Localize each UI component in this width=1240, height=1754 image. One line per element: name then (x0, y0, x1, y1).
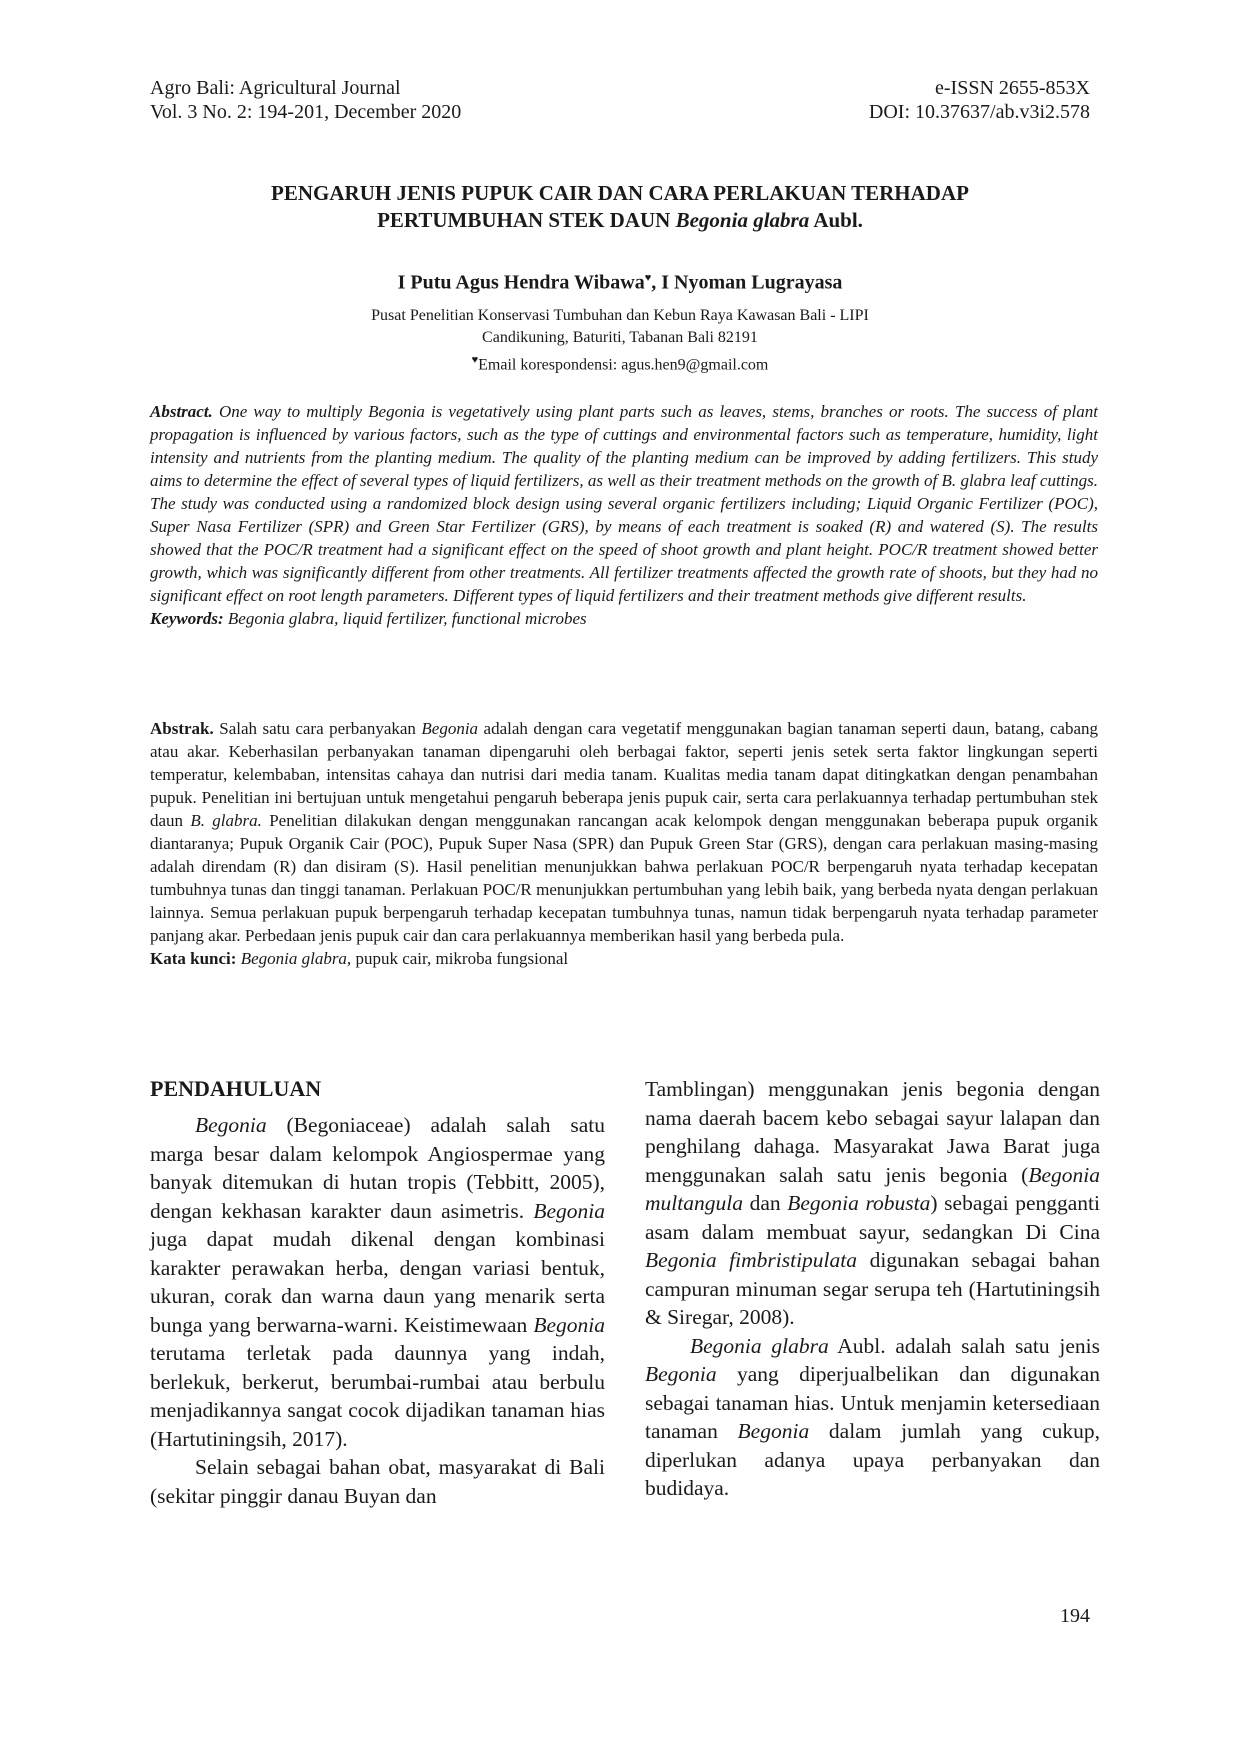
kata-kunci-italic: Begonia glabra, (240, 949, 352, 968)
p1-italic-3: Begonia (533, 1312, 605, 1337)
p3-italic-2: Begonia (645, 1362, 717, 1386)
abstract-indonesian (150, 717, 1098, 970)
corresponding-mark: ♥ (644, 272, 652, 284)
page-number: 194 (1060, 1605, 1090, 1627)
title-author-abbrev: Aubl. (813, 208, 863, 232)
journal-issn: e-ISSN 2655-853X (935, 77, 1090, 99)
affiliation (150, 305, 1090, 376)
journal-name: Agro Bali: Agricultural Journal (150, 77, 401, 99)
body-column-right (645, 1075, 1100, 1503)
author-list (150, 266, 1090, 295)
abstrak-italic-1: Begonia (421, 719, 479, 738)
title-species: Begonia glabra (675, 208, 810, 232)
title-line-2 (150, 207, 1090, 234)
p2-italic-1: Begonia multangula (645, 1162, 1100, 1215)
kata-kunci-label: Kata kunci: (150, 949, 237, 968)
abstrak-text-3: Penelitian dilakukan dengan menggunakan rancangan acak kelompok dengan menggunakan beberapa pupuk organik diantaranya; Pupuk Organik Cair (POC), Pupuk Super Nasa (SPR) dan Pupuk Green Star (GRS), dengan cara perlakuan masing-masing adalah direndam (R) dan disiram (S). Hasil penelitian menunjukkan bahwa perlakuan POC/R berpengaruh nyata terhadap kecepatan tumbuhnya tunas dan tinggi tanaman. Perlakuan POC/R menunjukkan pertumbuhan yang lebih baik, yang berbeda nyata dengan perlakuan lainnya. Semua perlakuan pupuk berpengaruh terhadap kecepatan tumbuhnya tunas, namun tidak berpengaruh nyata terhadap parameter panjang akar. Perbedaan jenis pupuk cair dan cara perlakuannya memberikan hasil yang berbeda pula. (150, 811, 1099, 945)
abstrak-text-2: adalah dengan cara vegetatif menggunakan bagian tanaman seperti daun, batang, cabang atau akar. Keberhasilan perbanyakan tanaman dipengaruhi oleh berbagai faktor, seperti jenis setek serta faktor lingkungan seperti temperatur, kelembaban, intensitas cahaya dan nutrisi dari media tanam. Kualitas media tanam dapat ditingkatkan dengan penambahan pupuk. Penelitian ini bertujuan untuk mengetahui pengaruh beberapa jenis pupuk cair, serta cara perlakuannya terhadap pertumbuhan stek daun (150, 719, 1098, 830)
p3-text-3: dalam jumlah yang cukup, diperlukan adanya upaya perbanyakan dan budidaya. (645, 1419, 1101, 1500)
intro-paragraph-3 (645, 1332, 1100, 1503)
keywords (150, 607, 1098, 630)
p1-italic-1: Begonia (195, 1113, 267, 1137)
abstract-text: One way to multiply Begonia is vegetatively using plant parts such as leaves, stems, branches or roots. The success of plant propagation is influenced by various factors, such as the type of cuttings and environmental factors such as temperature, humidity, light intensity and nutrients from the planting medium. The quality of the planting medium can be improved by adding fertilizers. This study aims to determine the effect of several types of liquid fertilizers, as well as their treatment methods on the growth of B. glabra leaf cuttings. The study was conducted using a randomized block design using several organic fertilizers including; Liquid Organic Fertilizer (POC), Super Nasa Fertilizer (SPR) and Green Star Fertilizer (GRS), by means of each treatment is soaked (R) and watered (S). The results showed that the POC/R treatment had a significant effect on the speed of shoot growth and plant height. POC/R treatment showed better growth, which was significantly different from other treatments. All fertilizer treatments affected the growth rate of shoots, but they had no significant effect on root length parameters. Different types of liquid fertilizers and their treatment methods give different results. (150, 402, 1098, 605)
p3-italic-1: Begonia glabra (690, 1333, 829, 1358)
p2-text-2: dan (749, 1191, 781, 1215)
kata-kunci (150, 947, 1098, 970)
affiliation-email (150, 349, 1090, 376)
journal-doi: DOI: 10.37637/ab.v3i2.578 (868, 101, 1090, 123)
p1-text-3: terutama terletak pada daunnya yang indah, berlekuk, berkerut, berumbai-rumbai atau berbulu menjadikannya sangat cocok dijadikan tanaman hias (Hartutiningsih, 2017). (150, 1341, 605, 1451)
journal-header-left (150, 76, 461, 124)
kata-kunci-text: pupuk cair, mikroba fungsional (355, 949, 569, 968)
title-line-2-main: PERTUMBUHAN STEK DAUN (377, 208, 671, 232)
email-text: Email korespondensi: agus.hen9@gmail.com (478, 356, 769, 374)
affiliation-address: Candikuning, Baturiti, Tabanan Bali 82191 (482, 329, 758, 346)
keywords-text: Begonia glabra, liquid fertilizer, functional microbes (227, 609, 587, 628)
intro-paragraph-1 (150, 1111, 605, 1453)
p2-text-4: digunakan sebagai bahan campuran minuman segar serupa teh (Hartutiningsih & Siregar, 2008). (645, 1248, 1100, 1329)
abstrak-label: Abstrak. (150, 719, 214, 738)
section-heading-pendahuluan: PENDAHULUAN (150, 1076, 322, 1101)
paper-title (150, 180, 1090, 234)
body-column-left (150, 1075, 605, 1510)
abstrak-text-1: Salah satu cara perbanyakan (219, 719, 416, 738)
p2-text-3: ) sebagai pengganti asam dalam membuat sayur, sedangkan Di Cina (645, 1191, 1101, 1244)
intro-paragraph-2-start: Selain sebagai bahan obat, masyarakat di Bali (sekitar pinggir danau Buyan dan (150, 1455, 605, 1508)
journal-header-right (869, 76, 1090, 124)
affiliation-institution: Pusat Penelitian Konservasi Tumbuhan dan Kebun Raya Kawasan Bali - LIPI (371, 307, 869, 324)
p2-italic-2: Begonia robusta (787, 1191, 931, 1215)
p1-text-2: juga dapat mudah dikenal dengan kombinasi karakter perawakan herba, dengan variasi bentuk, ukuran, corak dan warna daun yang menarik serta bunga yang berwarna-warni. Keistimewaan (150, 1227, 605, 1337)
abstract-label: Abstract. (150, 402, 213, 421)
intro-paragraph-2-continued (645, 1075, 1100, 1332)
p2-italic-3: Begonia fimbristipulata (645, 1248, 858, 1272)
author-rest: , I Nyoman Lugrayasa (651, 271, 843, 294)
email-mark: ♥ (471, 354, 479, 366)
author-first: I Putu Agus Hendra Wibawa (397, 271, 645, 294)
p1-italic-2: Begonia (533, 1198, 606, 1223)
p3-italic-3: Begonia (737, 1419, 810, 1443)
journal-volume: Vol. 3 No. 2: 194-201, December 2020 (150, 101, 462, 123)
abstract-english (150, 400, 1098, 630)
abstrak-italic-2: B. glabra. (190, 811, 262, 830)
keywords-label: Keywords: (150, 609, 224, 628)
title-line-1: PENGARUH JENIS PUPUK CAIR DAN CARA PERLAKUAN TERHADAP (271, 181, 969, 205)
p3-text-1: Aubl. adalah salah satu jenis (837, 1333, 1100, 1358)
p1-text-1: (Begoniaceae) adalah salah satu marga besar dalam kelompok Angiospermae yang banyak ditemukan di hutan tropis (Tebbitt, 2005), dengan kekhasan karakter daun asimetris. (150, 1113, 605, 1223)
p3-text-2: yang diperjualbelikan dan digunakan sebagai tanaman hias. Untuk menjamin ketersediaan tanaman (645, 1362, 1100, 1443)
p2-text-1: Tamblingan) menggunakan jenis begonia dengan nama daerah bacem kebo sebagai sayur lalapan dan penghilang dahaga. Masyarakat Jawa Barat juga menggunakan salah satu jenis begonia ( (645, 1077, 1100, 1187)
